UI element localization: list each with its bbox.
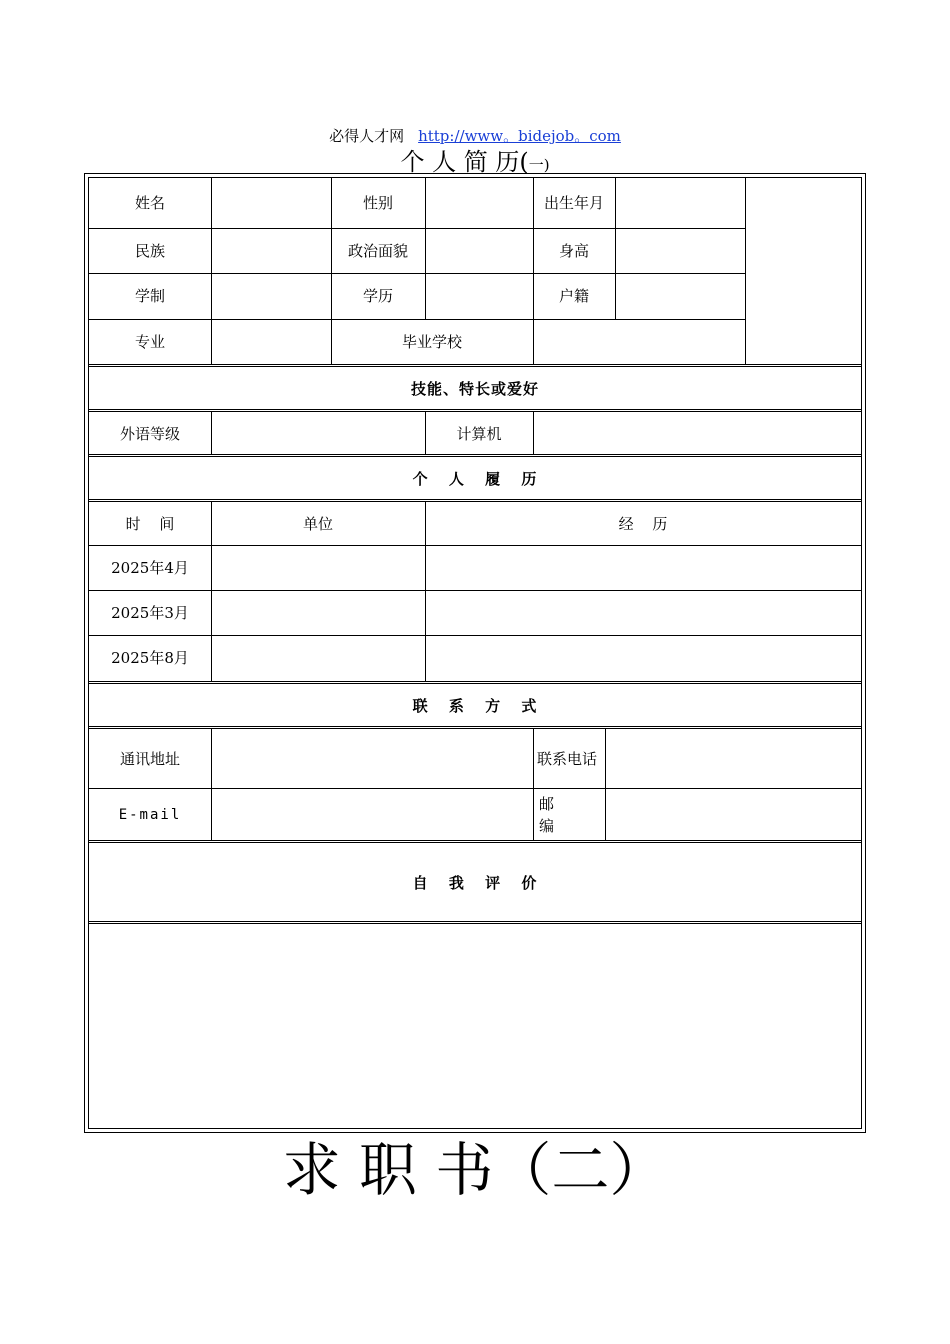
email-label: E-mail [118,806,182,823]
hukou-label: 户籍 [558,287,589,305]
document-title-main: 个 人 简 历( [400,148,529,176]
history-row-date: 2025年4月 [111,558,189,577]
history-row-date: 2025年3月 [111,603,189,622]
document-title-suffix: 一) [528,156,550,174]
history-section-title: 个 人 履 历 [412,469,538,488]
photo-area[interactable] [745,178,861,365]
schooling-field[interactable] [211,273,331,319]
history-row-date: 2025年8月 [111,649,189,667]
address-field[interactable] [211,729,533,788]
phone-field[interactable] [605,729,861,788]
language-label: 外语等级 [119,424,180,443]
site-name: 必得人才网 [329,127,405,145]
name-label: 姓名 [134,194,165,212]
ethnicity-label: 民族 [134,241,165,260]
phone-label: 联系电话 [537,749,598,768]
contact-section-title: 联 系 方 式 [412,696,538,715]
height-field[interactable] [615,228,745,273]
language-field[interactable] [211,412,425,455]
postcode-label: 邮编 [539,794,555,835]
education-field[interactable] [425,273,533,319]
school-label: 毕业学校 [401,333,462,351]
birth-label: 出生年月 [543,194,604,212]
history-row-unit[interactable] [211,590,425,635]
history-col-unit: 单位 [302,514,333,533]
political-field[interactable] [425,228,533,273]
education-label: 学历 [362,287,393,305]
hukou-field[interactable] [615,273,745,319]
self-eval-field[interactable] [89,924,861,1128]
resume-form-frame [84,173,866,1133]
resume-form [88,177,862,1129]
name-field[interactable] [211,178,331,228]
history-row-experience[interactable] [425,545,861,590]
self-eval-section-title: 自 我 评 价 [412,873,538,892]
gender-label: 性别 [362,194,393,212]
political-label: 政治面貌 [347,241,408,260]
history-row-unit[interactable] [211,545,425,590]
header-line [0,126,950,146]
ethnicity-field[interactable] [211,228,331,273]
height-label: 身高 [558,241,589,260]
skills-section-title: 技能、特长或爱好 [410,379,539,398]
birth-field[interactable] [615,178,745,228]
gender-field[interactable] [425,178,533,228]
history-col-experience: 经 历 [618,514,668,533]
schooling-label: 学制 [134,287,165,305]
history-row-experience[interactable] [425,635,861,681]
history-row-experience[interactable] [425,590,861,635]
school-field[interactable] [533,319,745,365]
history-col-time: 时 间 [125,514,175,533]
history-row-unit[interactable] [211,635,425,681]
computer-field[interactable] [533,412,861,455]
major-label: 专业 [134,333,165,351]
postcode-field[interactable] [605,788,861,841]
site-url-link[interactable]: http://www。bidejob。com [418,127,621,145]
major-field[interactable] [211,319,331,365]
address-label: 通讯地址 [119,749,180,768]
footer-title: 求 职 书（二） [282,1136,668,1204]
email-field[interactable] [211,788,533,841]
computer-label: 计算机 [456,424,502,443]
